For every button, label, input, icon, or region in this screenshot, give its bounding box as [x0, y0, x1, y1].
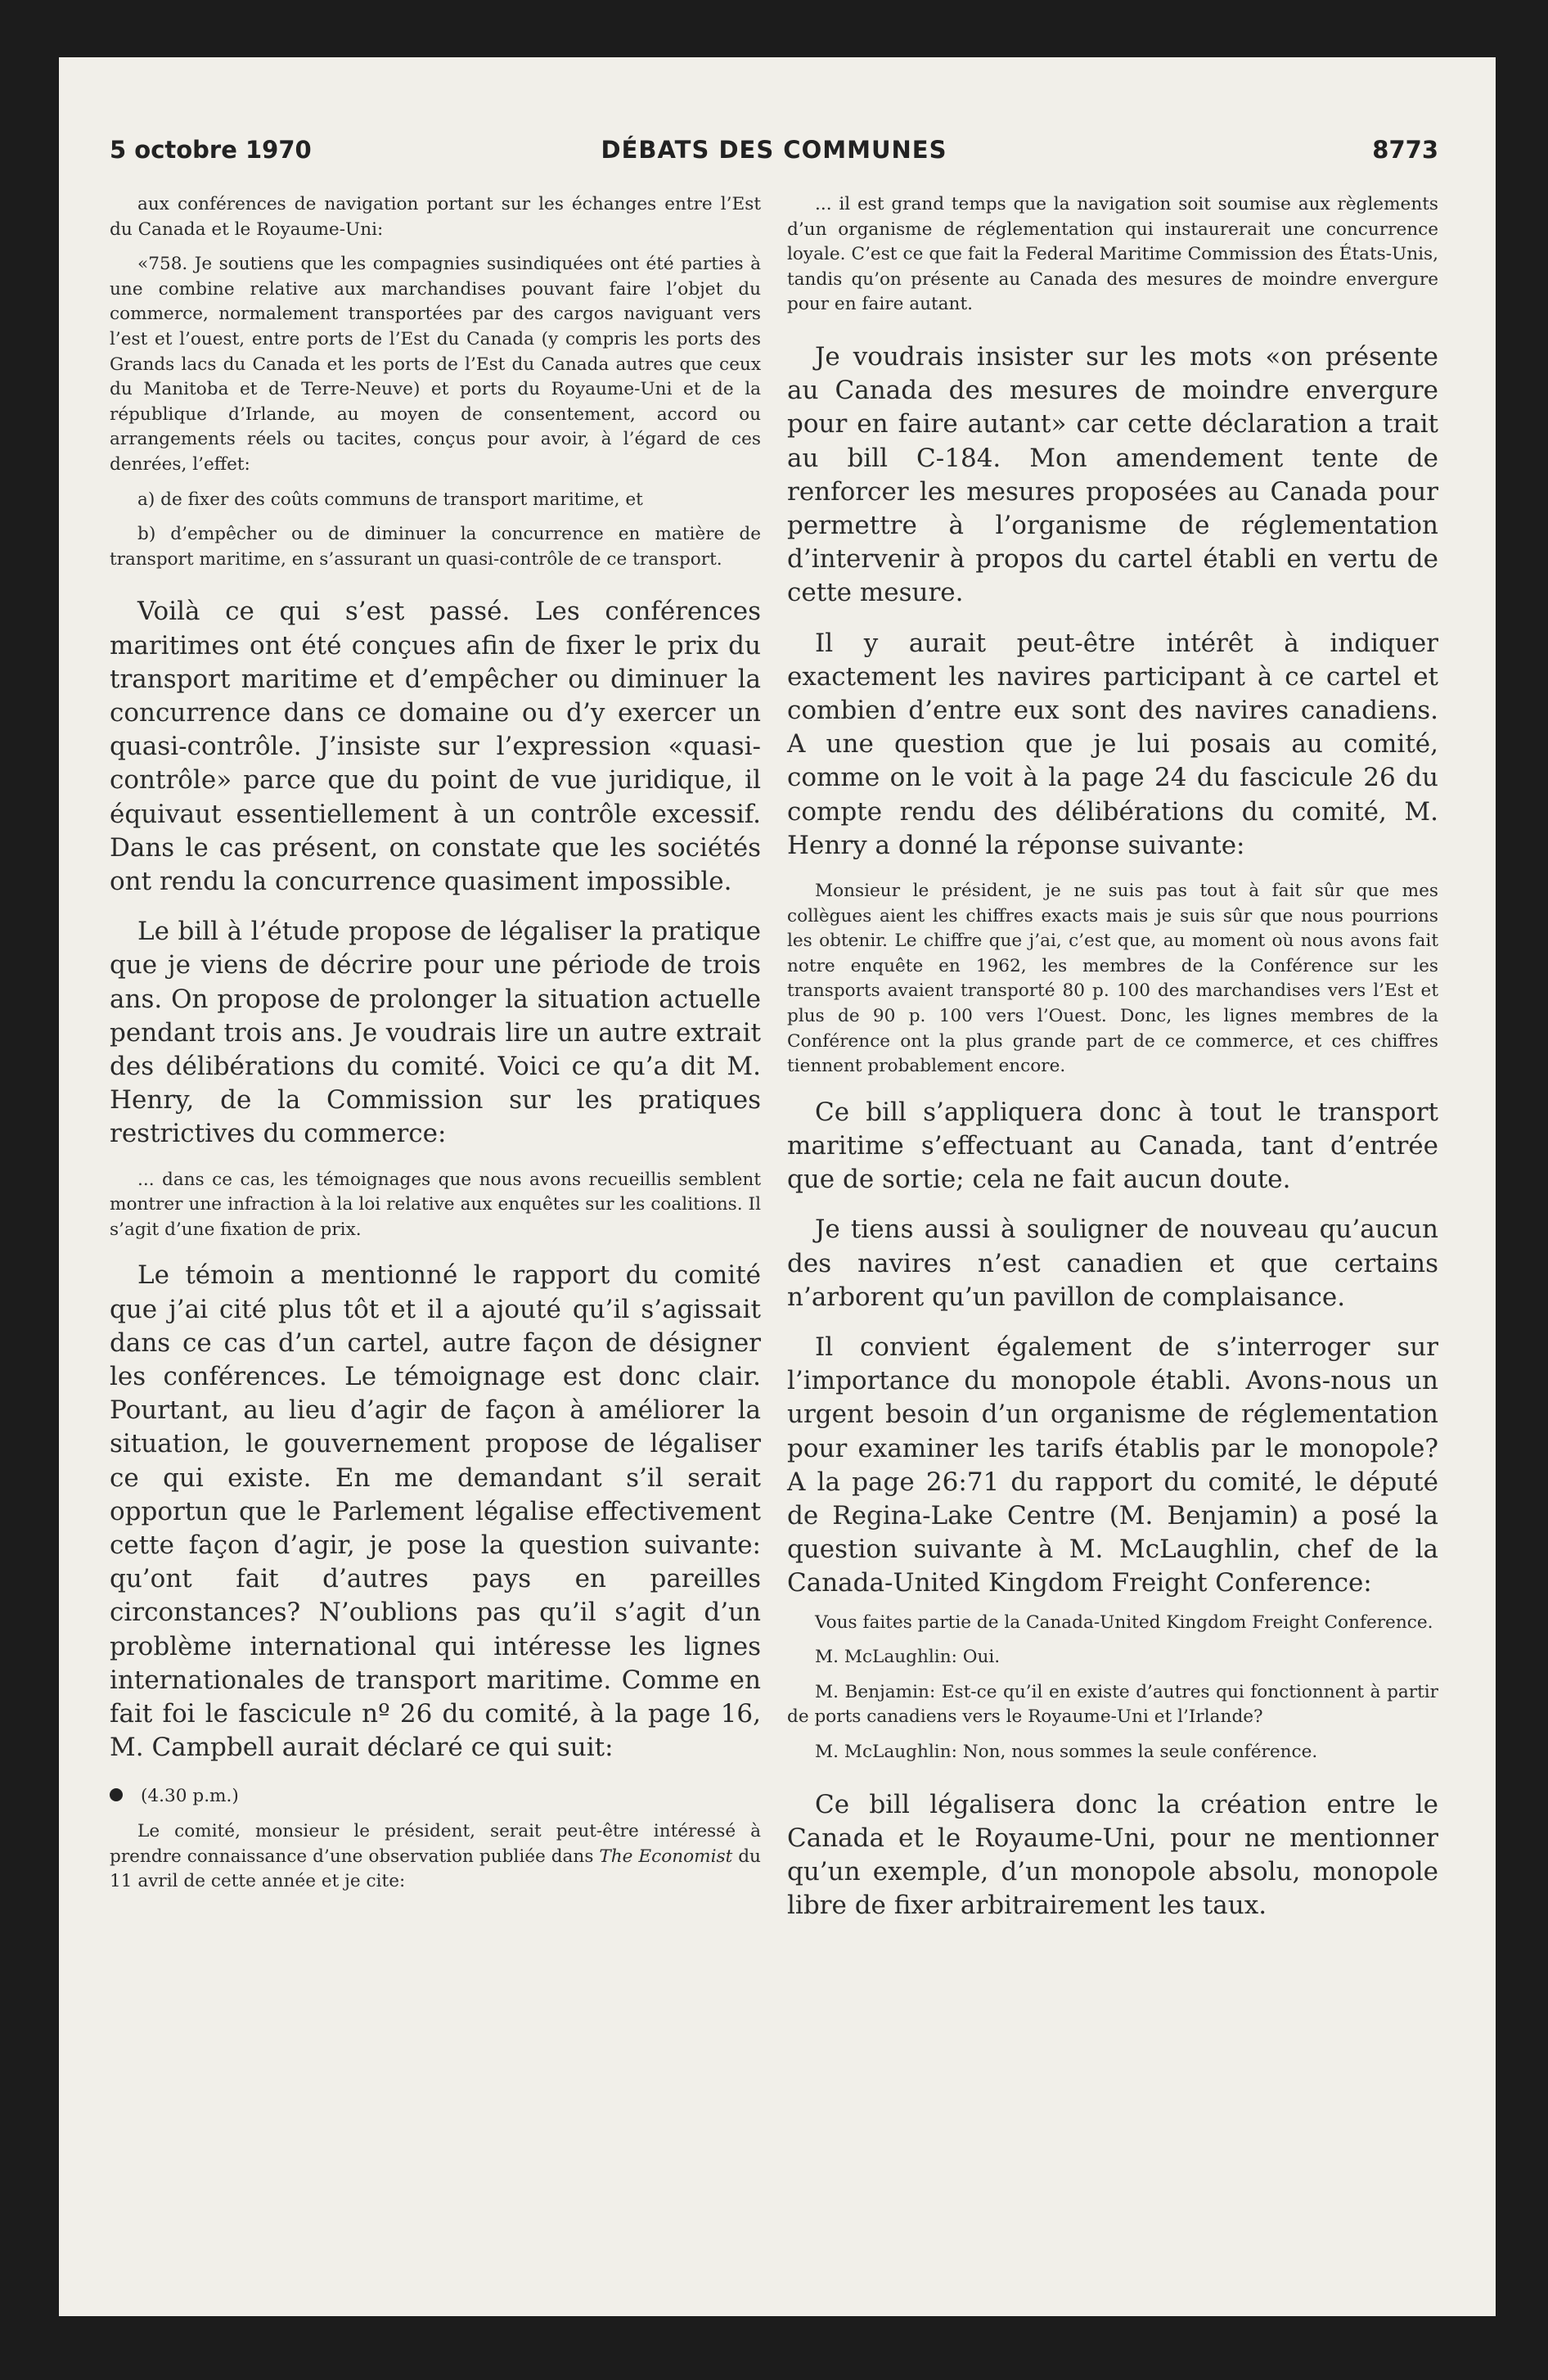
quote-intro: aux conférences de navigation portant sur les échanges entre l’Est du Canada et le Royaume-Uni: [110, 194, 761, 240]
dialogue-line: Vous faites partie de la Canada-United Kingdom Freight Conference. [815, 1611, 1433, 1633]
paragraph: Je voudrais insister sur les mots «on présente au Canada des mesures de moindre envergure pour en faire autant» car cette déclaration a trait au bill C-184. Mon amendement tente de renforcer les mesures proposées au Canada pour permettre à l’organisme de réglementation d’intervenir à propos du cartel établi en vertu de cette mesure. [787, 341, 1438, 608]
quote-758: «758. Je soutiens que les compagnies susindiquées ont été parties à une combine relative aux marchandises pouvant faire l’objet du commerce, normalement transportées par des cargos naviguant vers l’est et l’ouest, entre ports de l’Est du Canada (y compris les ports des Grands lacs du Canada et les ports de l’Est du Canada autres que ceux du Manitoba et de Terre-Neuve) et ports du Royaume-Uni et de la république d’Irlande, au moyen de consentement, accord ou arrangements réels ou tacites, conçus pour avoir, à l’égard de ces denrées, l’effet: [110, 254, 761, 475]
dialogue-line: M. McLaughlin: Oui. [815, 1647, 1001, 1668]
header-date: 5 octobre 1970 [110, 136, 312, 164]
left-column [110, 192, 761, 1895]
block-quote: Monsieur le président, je ne suis pas tout à fait sûr que mes collègues aient les chiffres exacts mais je suis sûr que nous pourrions les obtenir. Le chiffre que j’ai, c’est que, au moment où nous avons fait notre enquête en 1962, les membres de la Conférence sur les transports avaient transporté 80 p. 100 des marchandises vers l’Est et plus de 90 p. 100 vers l’Ouest. Donc, les lignes membres de la Conférence ont la plus grande part de ce commerce, et ces chiffres tiennent probablement encore. [787, 881, 1438, 1077]
dialogue-line: M. McLaughlin: Non, nous sommes la seule conférence. [815, 1741, 1318, 1762]
paragraph: Il convient également de s’interroger sur l’importance du monopole établi. Avons-nous un urgent besoin d’un organisme de réglementation pour examiner les tarifs établis par le monopole? A la page 26:71 du rapport du comité, le député de Regina-Lake Centre (M. Benjamin) a posé la question suivante à M. McLaughlin, chef de la Canada-United Kingdom Freight Conference: [787, 1332, 1438, 1598]
paragraph: Ce bill s’appliquera donc à tout le transport maritime s’effectuant au Canada, tant d’entrée que de sortie; cela ne fait aucun doute. [787, 1097, 1438, 1195]
quote-text: Le comité, monsieur le président, serait peut-être intéressé à prendre connaissance d’une observation publiée dans [110, 1820, 761, 1867]
page-header [110, 136, 1438, 177]
quote-text: du 11 avril de cette année et je cite: [110, 1846, 761, 1892]
bullet-icon [110, 1788, 123, 1801]
block-quote: ... dans ce cas, les témoignages que nous avons recueillis semblent montrer une infraction à la loi relative aux enquêtes sur les coalitions. Il s’agit d’une fixation de prix. [110, 1169, 761, 1240]
quote-item-b: b) d’empêcher ou de diminuer la concurrence en matière de transport maritime, en s’assurant un quasi-contrôle de ce transport. [110, 524, 761, 570]
paragraph: Voilà ce qui s’est passé. Les conférences maritimes ont été conçues afin de fixer le prix du transport maritime et d’empêcher ou diminuer la concurrence dans ce domaine ou d’y exercer un quasi-contrôle. J’insiste sur l’expression «quasi-contrôle» parce que du point de vue juridique, il équivaut essentiellement à un contrôle excessif. Dans le cas présent, on constate que les sociétés ont rendu la concurrence quasiment impossible. [110, 597, 761, 896]
header-page-number: 8773 [1372, 136, 1438, 164]
paragraph: Le bill à l’étude propose de légaliser la pratique que je viens de décrire pour une période de trois ans. On propose de prolonger la situation actuelle pendant trois ans. Je voudrais lire un autre extrait des délibérations du comité. Voici ce qu’a dit M. Henry, de la Commission sur les pratiques restrictives du commerce: [110, 917, 761, 1149]
document-page [59, 57, 1496, 2316]
header-title: DÉBATS DES COMMUNES [601, 136, 947, 164]
block-quote [110, 1819, 761, 1895]
block-quote: ... il est grand temps que la navigation soit soumise aux règlements d’un organisme de réglementation qui instaurerait une concurrence loyale. C’est ce que fait la Federal Maritime Commission des États-Unis, tandis qu’on présente au Canada des mesures de moindre envergure pour en faire autant. [787, 194, 1438, 315]
time-stamp: (4.30 p.m.) [141, 1786, 239, 1807]
paragraph: Ce bill légalisera donc la création entre le Canada et le Royaume-Uni, pour ne mentionner qu’un exemple, d’un monopole absolu, monopole libre de fixer arbitrairement les taux. [787, 1789, 1438, 1921]
paragraph: Je tiens aussi à souligner de nouveau qu’aucun des navires n’est canadien et que certains n’arborent qu’un pavillon de complaisance. [787, 1215, 1438, 1312]
dialogue-line: M. Benjamin: Est-ce qu’il en existe d’autres qui fonctionnent à partir de ports canadiens vers le Royaume-Uni et l’Irlande? [787, 1681, 1438, 1728]
paragraph: Le témoin a mentionné le rapport du comité que j’ai cité plus tôt et il a ajouté qu’il s’agissait dans ce cas d’un cartel, autre façon de désigner les conférences. Le témoignage est donc clair. Pourtant, au lieu d’agir de façon à améliorer la situation, le gouvernement propose de légaliser ce qui existe. En me demandant s’il serait opportun que le Parlement légalise effectivement cette façon d’agir, je pose la question suivante: qu’ont fait d’autres pays en pareilles circonstances? N’oublions pas qu’il s’agit d’un problème international qui intéresse les lignes internationales de transport maritime. Comme en fait foi le fascicule nº 26 du comité, à la page 16, M. Campbell aurait déclaré ce qui suit: [110, 1260, 761, 1763]
paragraph: Il y aurait peut-être intérêt à indiquer exactement les navires participant à ce cartel et combien d’entre eux sont des navires canadiens. A une question que je lui posais au comité, comme on le voit à la page 24 du fascicule 26 du compte rendu des délibérations du comité, M. Henry a donné la réponse suivante: [787, 628, 1438, 860]
right-column [787, 192, 1438, 1922]
time-stamp-row [110, 1784, 761, 1810]
publication-title: The Economist [599, 1846, 733, 1867]
quote-item-a: a) de fixer des coûts communs de transport maritime, et [137, 489, 643, 510]
